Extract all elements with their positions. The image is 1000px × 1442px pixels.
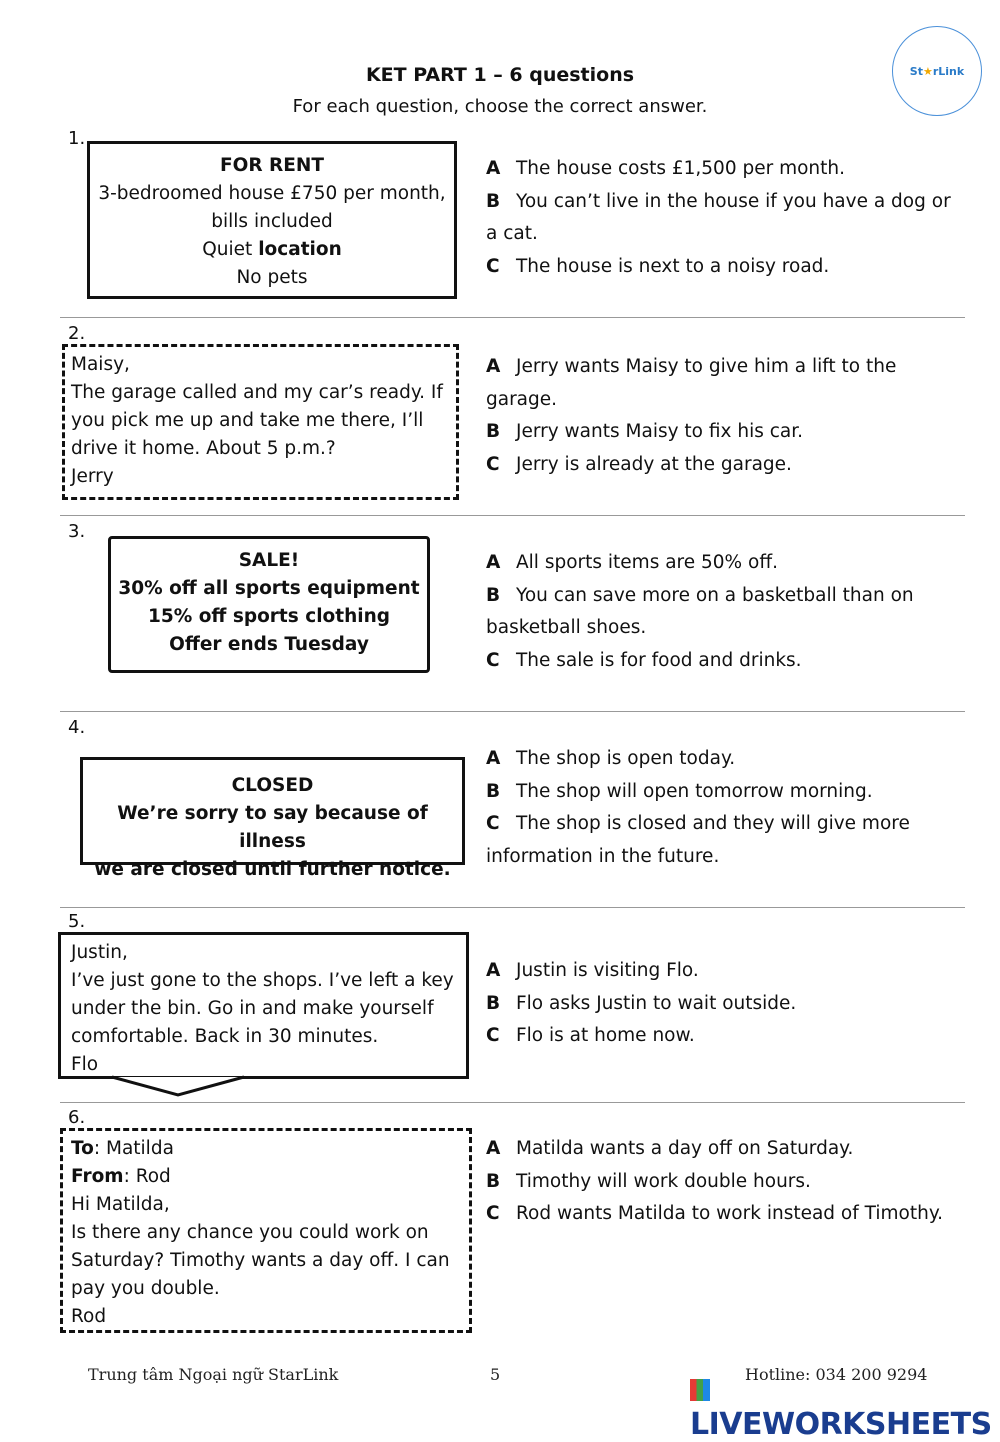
note-body: I’ve just gone to the shops. I’ve left a key under the bin. Go in and make yourself comfortable. Back in 30 minutes. [71, 970, 454, 1047]
notice-heading: CLOSED [231, 775, 314, 796]
notice-heading: FOR RENT [219, 155, 325, 176]
note-signature: Jerry [71, 466, 114, 487]
notice-for-rent [87, 141, 457, 299]
notice-line: We’re sorry to say because of illness [117, 803, 428, 852]
question-number: 4. [68, 717, 86, 738]
option-a[interactable]: A Matilda wants a day off on Saturday. [486, 1138, 854, 1159]
options-q3 [486, 547, 966, 677]
notice-line: we are closed until further notice. [94, 859, 451, 880]
option-a[interactable]: A Justin is visiting Flo. [486, 960, 699, 981]
options-q4 [486, 743, 966, 873]
notice-line: Quiet location [202, 239, 342, 260]
memo-from: From: Rod [71, 1166, 171, 1187]
liveworksheets-icon [690, 1379, 710, 1401]
option-b[interactable]: B The shop will open tomorrow morning. [486, 780, 873, 802]
memo-greeting: Hi Matilda, [71, 1194, 170, 1215]
options-q2 [486, 351, 966, 481]
notice-line: bills included [211, 211, 333, 232]
notice-heading: SALE! [238, 550, 300, 571]
option-c[interactable]: C Rod wants Matilda to work instead of Timothy. [486, 1203, 944, 1224]
note-body: The garage called and my car’s ready. If you pick me up and take me there, I’ll drive it home. About 5 p.m.? [71, 382, 443, 459]
option-b[interactable]: B You can’t live in the house if you have a dog or a cat. [486, 190, 951, 244]
footer-center-name: Trung tâm Ngoại ngữ StarLink [88, 1365, 339, 1384]
note-greeting: Justin, [71, 942, 128, 963]
question-number: 6. [68, 1107, 86, 1128]
notice-closed [80, 757, 465, 880]
footer-hotline: Hotline: 034 200 9294 [745, 1365, 928, 1384]
memo-to: To: Matilda [71, 1138, 174, 1159]
divider [60, 515, 965, 516]
star-icon: ★ [922, 64, 933, 78]
page-number: 5 [490, 1365, 501, 1384]
option-c[interactable]: C The shop is closed and they will give more information in the future. [486, 813, 910, 867]
notice-line: 15% off sports clothing [147, 606, 391, 627]
option-c[interactable]: C Flo is at home now. [486, 1025, 695, 1046]
speech-bubble-tail [110, 1075, 250, 1099]
options-q1 [486, 153, 966, 283]
starlink-logo [892, 26, 982, 116]
notice-sale [108, 536, 430, 673]
option-b[interactable]: B Jerry wants Maisy to fix his car. [486, 421, 804, 442]
notice-line: No pets [236, 267, 308, 288]
option-b[interactable]: B Flo asks Justin to wait outside. [486, 992, 797, 1014]
option-a[interactable]: A Jerry wants Maisy to give him a lift to the garage. [486, 356, 897, 410]
memo-signature: Rod [71, 1306, 107, 1327]
option-c[interactable]: C The sale is for food and drinks. [486, 649, 802, 671]
note-justin [58, 932, 469, 1079]
options-q5 [486, 955, 966, 1053]
divider [60, 711, 965, 712]
liveworksheets-watermark: LIVEWORKSHEETS [690, 1372, 1000, 1442]
page-title: KET PART 1 – 6 questions [365, 64, 635, 86]
memo-matilda [60, 1128, 472, 1333]
option-a[interactable]: A The shop is open today. [486, 748, 736, 769]
question-number: 5. [68, 911, 86, 932]
note-maisy [62, 344, 459, 500]
option-b[interactable]: B Timothy will work double hours. [486, 1170, 811, 1192]
note-signature: Flo [71, 1054, 99, 1075]
logo-text: St [909, 64, 923, 78]
question-number: 2. [68, 323, 86, 344]
note-greeting: Maisy, [71, 354, 130, 375]
option-b[interactable]: B You can save more on a basketball than on basketball shoes. [486, 584, 914, 638]
option-a[interactable]: A All sports items are 50% off. [486, 552, 778, 573]
question-number: 1. [68, 128, 86, 149]
memo-body: Is there any chance you could work on Saturday? Timothy wants a day off. I can pay you double. [71, 1222, 450, 1299]
notice-line: Offer ends Tuesday [169, 634, 369, 655]
instructions: For each question, choose the correct answer. [292, 96, 708, 117]
notice-line: 30% off all sports equipment [118, 578, 420, 599]
question-number: 3. [68, 521, 86, 542]
option-c[interactable]: C Jerry is already at the garage. [486, 453, 792, 475]
logo-text: rLink [932, 64, 965, 78]
option-a[interactable]: A The house costs £1,500 per month. [486, 158, 846, 179]
divider [60, 907, 965, 908]
divider [60, 317, 965, 318]
options-q6 [486, 1133, 966, 1231]
divider [60, 1102, 965, 1103]
option-c[interactable]: C The house is next to a noisy road. [486, 255, 830, 277]
notice-line: 3-bedroomed house £750 per month, [98, 183, 446, 204]
